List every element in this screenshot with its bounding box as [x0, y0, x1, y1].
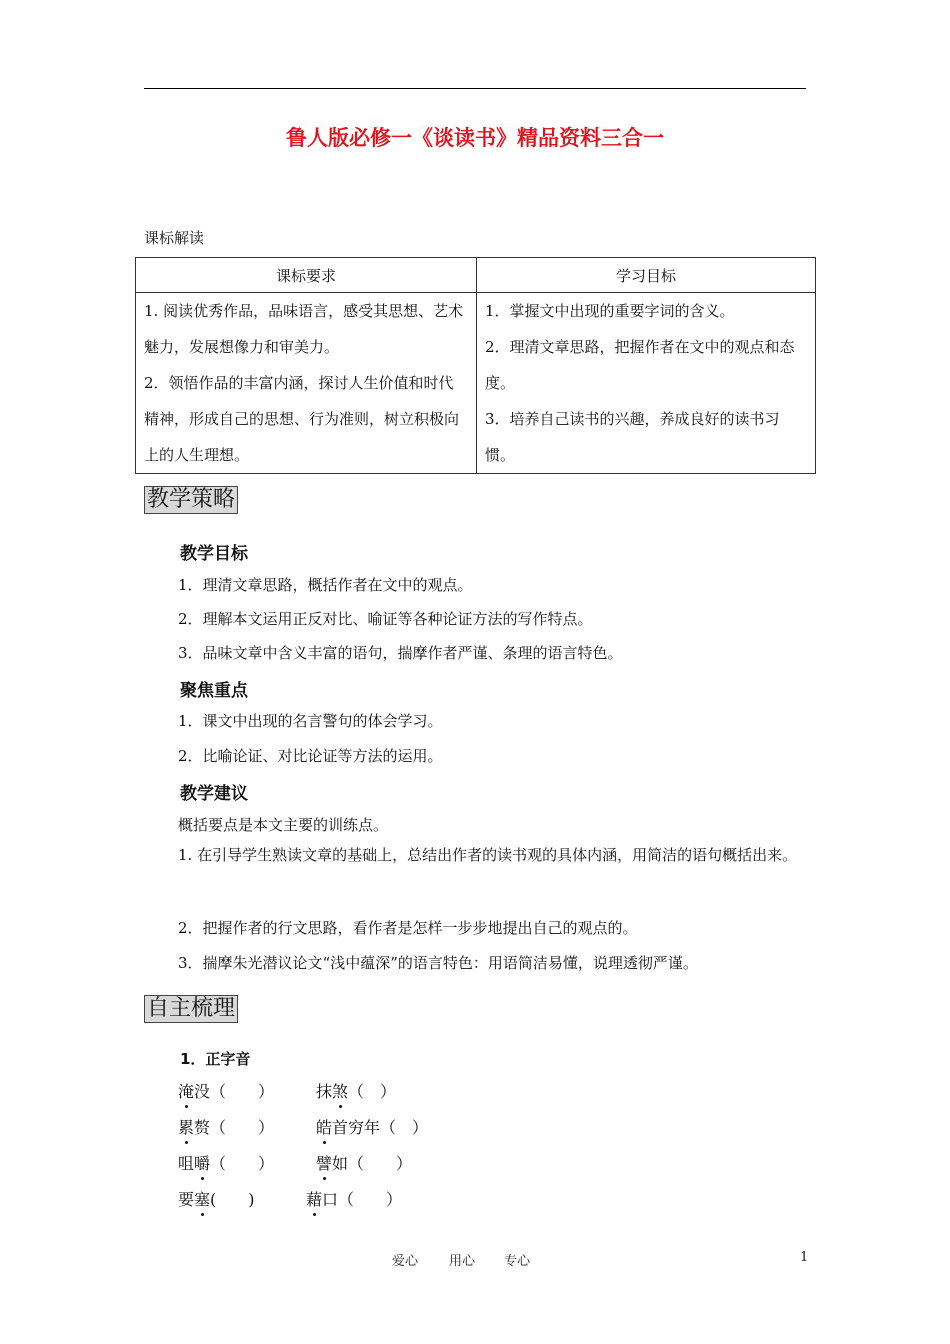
pronunciation-title: 1．正字音 [180, 1050, 251, 1068]
focus-title: 聚焦重点 [180, 681, 248, 701]
section-heading-review: 自主梳理 [144, 995, 238, 1023]
pronunciation-item: 皓首穷年（ ） [316, 1115, 428, 1138]
goal-item: 3．品味文章中含义丰富的语句，揣摩作者严谨、条理的语言特色。 [178, 644, 623, 662]
goals-title: 教学目标 [180, 544, 248, 564]
objectives-cell [477, 293, 816, 474]
section-heading-strategy: 教学策略 [144, 486, 238, 514]
standards-label: 课标解读 [144, 229, 205, 247]
footer-motto: 专心 [504, 1254, 531, 1269]
pronunciation-item: 淹没（ ） [178, 1079, 274, 1102]
advice-title: 教学建议 [180, 784, 248, 804]
focus-item: 1．课文中出现的名言警句的体会学习。 [178, 712, 443, 730]
goal-item: 2．理解本文运用正反对比、喻证等各种论证方法的写作特点。 [178, 610, 593, 628]
standards-table [135, 257, 816, 474]
pronunciation-item: 咀嚼（ ） [178, 1151, 274, 1174]
pronunciation-item: 累赘（ ） [178, 1115, 274, 1138]
pronunciation-item: 要塞( ) [178, 1187, 255, 1210]
footer-motto: 用心 [449, 1254, 476, 1269]
dotted-char: 淹 [178, 1079, 194, 1102]
focus-item: 2．比喻论证、对比论证等方法的运用。 [178, 747, 443, 765]
dotted-char: 煞 [332, 1079, 348, 1102]
dotted-char: 譬 [316, 1151, 332, 1174]
requirement-item: 1. 阅读优秀作品，品味语言，感受其思想、艺术魅力，发展想像力和审美力。 [144, 302, 464, 356]
dotted-char: 累 [178, 1115, 194, 1138]
page-number: 1 [800, 1250, 809, 1265]
dotted-char: 嚼 [194, 1151, 210, 1174]
col-header-requirements: 课标要求 [136, 258, 477, 293]
objective-item: 2．理清文章思路，把握作者在文中的观点和态度。 [485, 338, 795, 392]
requirement-item: 2．领悟作品的丰富内涵，探讨人生价值和时代精神，形成自己的思想、行为准则，树立积极向上的人生理想。 [144, 374, 460, 464]
requirements-cell [136, 293, 477, 474]
dotted-char: 藉 [306, 1187, 322, 1210]
advice-item: 3．揣摩朱光潜议论文“浅中蕴深”的语言特色：用语简洁易懂，说理透彻严谨。 [178, 954, 698, 972]
advice-item: 2．把握作者的行文思路，看作者是怎样一步步地提出自己的观点的。 [178, 919, 638, 937]
header-rule [144, 88, 806, 89]
pronunciation-item: 譬如（ ） [316, 1151, 412, 1174]
document-title: 鲁人版必修一《谈读书》精品资料三合一 [286, 126, 664, 150]
advice-item: 1. 在引导学生熟读文章的基础上，总结出作者的读书观的具体内涵，用简洁的语句概括出来。 [178, 846, 798, 864]
pronunciation-item: 抹煞（ ） [316, 1079, 396, 1102]
pronunciation-item: 藉口（ ） [306, 1187, 402, 1210]
dotted-char: 皓 [316, 1115, 332, 1138]
goal-item: 1．理清文章思路，概括作者在文中的观点。 [178, 576, 473, 594]
footer-motto: 爱心 [392, 1254, 419, 1269]
advice-intro: 概括要点是本文主要的训练点。 [178, 816, 389, 834]
objective-item: 3．培养自己读书的兴趣，养成良好的读书习惯。 [485, 410, 780, 464]
col-header-objectives: 学习目标 [477, 258, 816, 293]
dotted-char: 塞 [194, 1187, 210, 1210]
objective-item: 1．掌握文中出现的重要字词的含义。 [485, 302, 735, 320]
